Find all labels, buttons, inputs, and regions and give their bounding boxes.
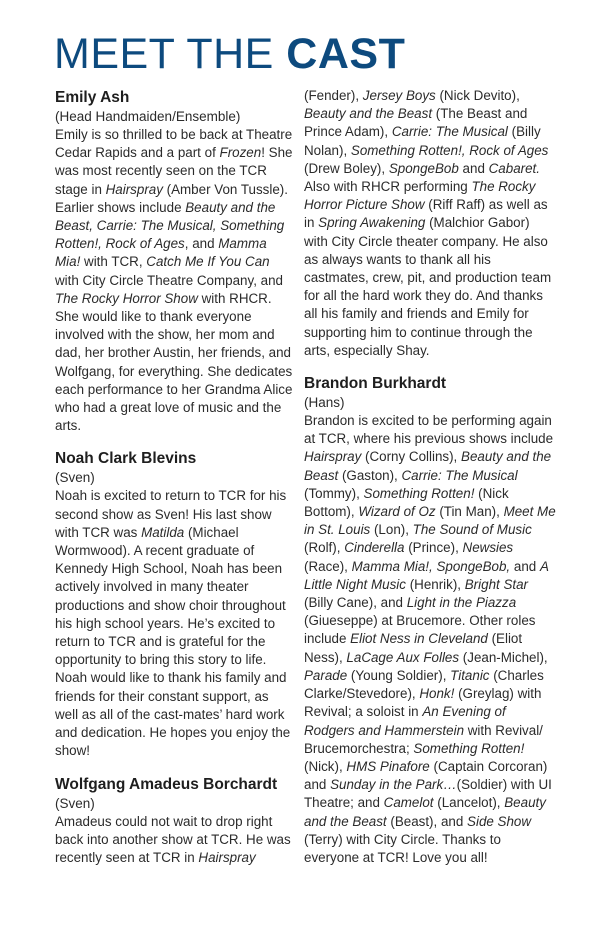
show-title: Meet Me in St. Louis xyxy=(304,504,556,538)
title-bold: CAST xyxy=(286,30,406,78)
show-title: Parade xyxy=(304,667,348,683)
cast-name: Noah Clark Blevins xyxy=(55,450,197,468)
show-title: Camelot xyxy=(383,795,434,811)
show-title: The Sound of Music xyxy=(412,522,532,538)
show-title: Hairspray xyxy=(198,849,256,865)
cast-entry-brandon-burkhardt xyxy=(304,373,556,867)
show-title: Hairspray xyxy=(105,181,163,197)
cast-entry-emily-ash xyxy=(55,87,295,435)
show-title: Something Rotten! xyxy=(413,740,525,756)
show-title: Jersey Boys xyxy=(362,88,436,103)
show-title: Newsies xyxy=(462,540,514,556)
show-title: Spring Awakening xyxy=(318,215,426,231)
cast-name: Brandon Burkhardt xyxy=(304,375,447,393)
show-title: Catch Me If You Can xyxy=(146,254,270,270)
show-title: SpongeBob xyxy=(388,160,459,176)
show-title: Eliot Ness in Cleveland xyxy=(350,631,488,647)
show-title: Wizard of Oz xyxy=(358,504,436,520)
show-title: Titanic xyxy=(450,667,490,683)
show-title: LaCage Aux Folles xyxy=(346,649,460,665)
show-title: Bright Star xyxy=(464,576,529,592)
right-column xyxy=(304,87,556,880)
cast-entry-noah-clark-blevins xyxy=(55,448,295,760)
show-title: Cinderella xyxy=(344,540,405,556)
show-title: Hairspray xyxy=(304,449,362,465)
show-title: HMS Pinafore xyxy=(346,758,430,774)
show-title: Mamma Mia!, SpongeBob, xyxy=(351,558,511,574)
cast-name: Wolfgang Amadeus Borchardt xyxy=(55,775,278,793)
show-title: The Rocky Horror Show xyxy=(55,290,198,306)
cast-entry-wolfgang-amadeus-borchardt xyxy=(55,774,295,868)
show-title: Beauty and the Beast xyxy=(304,106,433,122)
show-title: Sunday in the Park… xyxy=(330,777,457,793)
show-title: Side Show xyxy=(467,813,532,829)
page-title xyxy=(54,31,405,77)
show-title: Mamma Mia! xyxy=(55,236,267,270)
show-title: Beauty and the Beast xyxy=(304,449,552,483)
cast-role: (Sven) xyxy=(55,795,95,811)
show-title: Beauty and the Beast xyxy=(304,795,546,829)
show-title: Beauty and the Beast, Carrie: The Musical, Something Rotten!, Rock of Ages xyxy=(55,199,285,252)
title-regular: MEET THE xyxy=(54,30,287,78)
cast-role: (Hans) xyxy=(304,395,345,411)
left-column xyxy=(55,87,295,880)
cast-bio-continued: (Fender), Jersey Boys (Nick Devito), Beauty and the Beast (The Beast and Prince Adam), Carrie: The Musical (Billy Nolan), Something Rotten!, Rock of Ages (Drew Boley), SpongeBob and Cabaret. Also with RHCR performing The Rocky Horror Picture Show (Riff Raff) as well as in Spring Awakening (Malchior Gabor) with City Circle theater company. He also as always wants to thank all his castmates, crew, pit, and production team for all the hard work they do. And thanks all his family and friends and Emily for supporting him to continue through the arts, especially Shay. xyxy=(304,88,552,358)
show-title: A Little Night Music xyxy=(304,558,549,592)
show-title: The Rocky Horror Picture Show xyxy=(304,179,536,213)
show-title: Cabaret. xyxy=(488,160,540,176)
cast-bio: Amadeus could not wait to drop right back into another show at TCR. He was recently seen at TCR in Hairspray xyxy=(55,813,291,865)
show-title: Matilda xyxy=(141,524,185,540)
cast-role: (Head Handmaiden/Ensemble) xyxy=(55,109,241,124)
show-title: Something Rotten! xyxy=(363,485,475,501)
cast-bio: Noah is excited to return to TCR for his second show as Sven! His last show with TCR was Matilda (Michael Wormwood). A recent graduate of Kennedy High School, Noah has been actively involved in many theater productions and show choir throughout his high school years. He’s excited to return to TCR and is grateful for the opportunity to bring this story to life. Noah would like to thank his family and friends for their constant support, as well as all of the cast-mates’ hard work and dedication. He hopes you enjoy the show! xyxy=(55,488,291,759)
cast-entry-wolfgang-continued xyxy=(304,87,556,360)
show-title: Carrie: The Musical xyxy=(401,467,518,483)
show-title: Light in the Piazza xyxy=(406,595,517,611)
cast-bio: Brandon is excited to be performing again at TCR, where his previous shows include Hairspray (Corny Collins), Beauty and the Beast (Gaston), Carrie: The Musical (Tommy), Something Rotten! (Nick Bottom), Wizard of Oz (Tin Man), Meet Me in St. Louis (Lon), The Sound of Music (Rolf), Cinderella (Prince), Newsies (Race), Mamma Mia!, SpongeBob, and A Little Night Music (Henrik), Bright Star (Billy Cane), and Light in the Piazza (Giueseppe) at Brucemore. Other roles include Eliot Ness in Cleveland (Eliot Ness), LaCage Aux Folles (Jean-Michel), Parade (Young Soldier), Titanic (Charles Clarke/Stevedore), Honk! (Greylag) with Revival; a soloist in An Evening of Rodgers and Hammerstein with Revival/ Brucemorchestra; Something Rotten! (Nick), HMS Pinafore (Captain Corcoran) and Sunday in the Park…(Soldier) with UI Theatre; and Camelot (Lancelot), Beauty and the Beast (Beast), and Side Show (Terry) with City Circle. Thanks to everyone at TCR! Love you all! xyxy=(304,413,556,865)
show-title: Honk! xyxy=(419,686,455,702)
show-title: Carrie: The Musical xyxy=(391,124,508,140)
cast-role: (Sven) xyxy=(55,470,95,486)
cast-bio: Emily is so thrilled to be back at Theatre Cedar Rapids and a part of Frozen! She was most recently seen on the TCR stage in Hairspray (Amber Von Tussle). Earlier shows include Beauty and the Beast, Carrie: The Musical, Something Rotten!, Rock of Ages, and Mamma Mia! with TCR, Catch Me If You Can with City Circle Theatre Company, and The Rocky Horror Show with RHCR. She would like to thank everyone involved with the show, her mom and dad, her brother Austin, her friends, and Wolfgang, for everything. She dedicates each performance to her Grandma Alice who had a great love of music and the arts. xyxy=(55,127,293,434)
show-title: Frozen xyxy=(219,145,262,161)
show-title: An Evening of Rodgers and Hammerstein xyxy=(304,704,506,738)
cast-name: Emily Ash xyxy=(55,89,130,106)
show-title: Something Rotten!, Rock of Ages xyxy=(350,142,549,158)
